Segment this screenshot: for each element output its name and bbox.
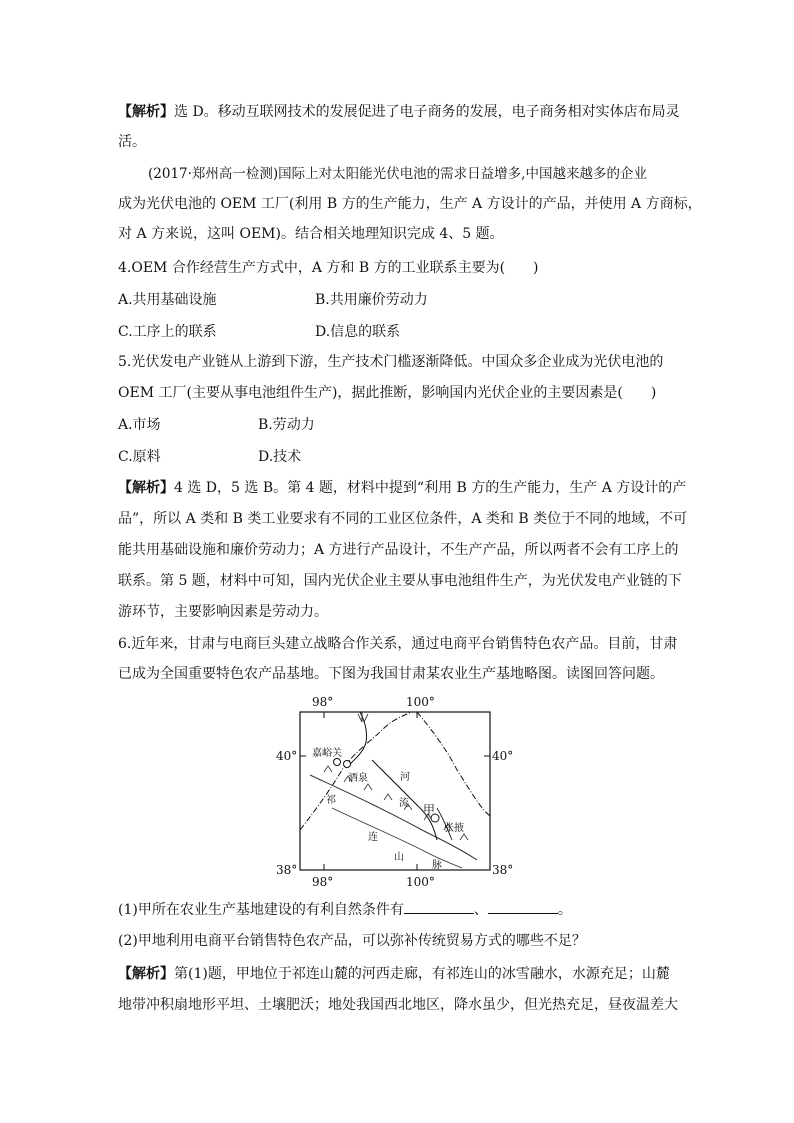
label-mtn-mai: 脉 — [432, 860, 442, 871]
label-mtn-shan: 山 — [394, 852, 404, 863]
label-jia: 甲 — [423, 803, 436, 817]
label-river-he: 河 — [400, 772, 410, 783]
jiayuguan-dot — [334, 759, 341, 766]
qilian-range-line — [310, 775, 477, 860]
lon-100-bottom: 100° — [406, 875, 435, 889]
label-mtn-qi: 祁 — [326, 795, 336, 806]
analysis-6-line-2: 地带冲积扇地形平坦、土壤肥沃；地处我国西北地区，降水虽少，但光热充足，昼夜温差大 — [118, 997, 678, 1013]
lat-38-left: 38° — [276, 863, 298, 877]
q4-option-c: C.工序上的联系 — [118, 324, 217, 340]
jiuquan-dot — [344, 761, 351, 768]
analysis-line-2: 活。 — [118, 134, 146, 150]
q4-option-d: D.信息的联系 — [315, 324, 401, 340]
lon-100-top: 100° — [406, 695, 435, 709]
question-5-line-2: OEM 工厂(主要从事电池组件生产)，据此推断，影响国内光伏企业的主要因素是( ) — [118, 385, 657, 401]
analysis-45-line-3: 能共用基础设施和廉价劳动力；A 方进行产品设计，不生产产品，所以两者不会有工序上的 — [118, 542, 679, 558]
analysis-45-line-5: 游环节，主要影响因素是劳动力。 — [118, 604, 328, 620]
river-north — [346, 712, 367, 768]
map-svg — [272, 690, 522, 890]
q4-option-a: A.共用基础设施 — [118, 292, 217, 308]
analysis-45-line-2: 品”，所以 A 类和 B 类工业要求有不同的工业区位条件，A 类和 B 类位于不同的地域，不可 — [118, 511, 688, 527]
label-jiayuguan: 嘉峪关 — [312, 748, 342, 759]
subquestion-1: (1)甲所在农业生产基地建设的有利自然条件有 、 。 — [118, 898, 678, 922]
lat-40-right: 40° — [492, 749, 514, 763]
q5-option-b: B.劳动力 — [258, 417, 315, 433]
question-6-line-2: 已成为全国重要特色农产品基地。下图为我国甘肃某农业生产基地略图。读图回答问题。 — [118, 666, 664, 682]
label-mtn-lian: 连 — [368, 832, 378, 843]
analysis-label: 【解析】 — [118, 966, 174, 982]
boundary-west — [300, 712, 412, 830]
question-4: 4.OEM 合作经营生产方式中，A 方和 B 方的工业联系主要为( ) — [118, 260, 539, 276]
question-5-line-1: 5.光伏发电产业链从上游到下游，生产技术门槛逐渐降低。中国众多企业成为光伏电池的 — [118, 354, 664, 370]
analysis-45-line-4: 联系。第 5 题，材料中可知，国内光伏企业主要从事电池组件生产，为光伏发电产业链的下 — [118, 573, 682, 589]
label-river-liu: 流 — [399, 798, 409, 809]
lon-98-top: 98° — [312, 695, 334, 709]
subquestion-2: (2)甲地利用电商平台销售特色农产品，可以弥补传统贸易方式的哪些不足？ — [118, 933, 586, 949]
answer-blank-1[interactable] — [404, 899, 474, 914]
river-delta — [358, 712, 368, 722]
lat-40-left: 40° — [276, 749, 298, 763]
analysis-label: 【解析】 — [118, 480, 174, 496]
q5-option-a: A.市场 — [118, 417, 161, 433]
analysis-6-line-1: 【解析】第(1)题，甲地位于祁连山麓的河西走廊，有祁连山的冰雪融水，水源充足；山麓 — [118, 966, 670, 982]
gansu-base-map — [272, 690, 522, 890]
lon-98-bottom: 98° — [312, 875, 334, 889]
analysis-label: 【解析】 — [118, 104, 174, 120]
question-6-line-1: 6.近年来，甘肃与电商巨头建立战略合作关系，通过电商平台销售特色农产品。目前，甘肃 — [118, 636, 678, 652]
label-jiuquan: 酒泉 — [348, 773, 368, 784]
material-line-2: 成为光伏电池的 OEM 工厂(利用 B 方的生产能力，生产 A 方设计的产品，并使用 A 方商标， — [118, 196, 702, 212]
label-zhangye: 张掖 — [444, 823, 464, 834]
q5-option-d: D.技术 — [258, 449, 302, 465]
boundary-east — [417, 712, 490, 816]
q5-option-c: C.原料 — [118, 449, 161, 465]
analysis-45-line-1: 【解析】4 选 D，5 选 B。第 4 题，材料中提到“利用 B 方的生产能力，生产 A 方设计的产 — [118, 480, 687, 496]
material-line-1: (2017·郑州高一检测)国际上对太阳能光伏电池的需求日益增多,中国越来越多的企业 — [148, 166, 647, 182]
analysis-line-1: 【解析】选 D。移动互联网技术的发展促进了电子商务的发展，电子商务相对实体店布局灵 — [118, 104, 680, 120]
material-line-3: 对 A 方来说，这叫 OEM)。结合相关地理知识完成 4、5 题。 — [118, 226, 504, 242]
answer-blank-2[interactable] — [488, 899, 558, 914]
lat-38-right: 38° — [492, 863, 514, 877]
q4-option-b: B.共用廉价劳动力 — [315, 292, 428, 308]
